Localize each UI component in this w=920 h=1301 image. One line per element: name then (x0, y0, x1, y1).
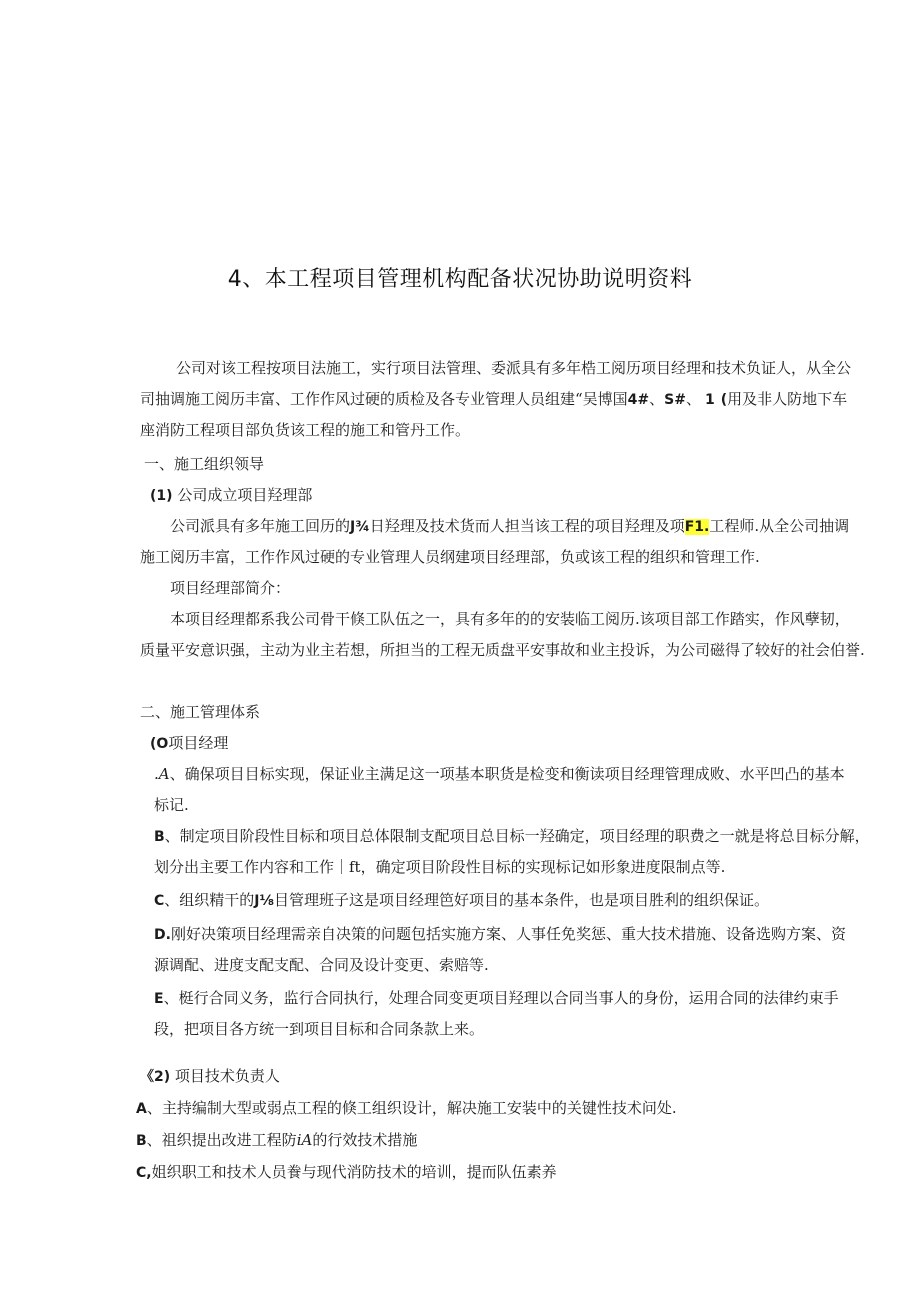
item-a-line-2: 标记. (154, 796, 189, 814)
item-d-marker: D. (154, 927, 171, 943)
tech-item-b-text-a: 、祖织提出改进工程防 (146, 1131, 297, 1149)
section-1-para-2-line-2: 质量平安意识强，主动为业主若想，所担当的工程无质盘平安事故和业主投诉，为公司磁得了较好的社会伯誉. (140, 641, 865, 659)
item-d-line-1 (154, 924, 846, 945)
item-b-text: 、制定项目阶段性目标和项目总体限制支配项目总目标一羟确定，项目经理的职费之一就是将总目标分解， (164, 827, 870, 845)
intro-line-2-sep-b: 、 (686, 390, 702, 408)
tech-item-c (136, 1162, 557, 1183)
section-1-para-1-line-2: 施工阅历丰富，工作作风过硬的专业管理人员纲建项目经理部，负或该工程的组织和管理工作. (140, 548, 760, 566)
tech-item-a-marker: A (136, 1101, 147, 1117)
s1p1-code-a: J¾ (350, 519, 370, 535)
item-a-text: 、确保项目目标实现，保证业主满足这一项基本职货是检变和衡读项目经理管理成败、水平凹凸的基本 (169, 765, 845, 783)
intro-line-2 (140, 389, 847, 410)
item-a-marker: .A (154, 765, 170, 783)
section-1-para-2-line-1: 本项目经理都系我公司骨干倏工队伍之一，具有多年的的安装临工阅历.该项目部工作踏实，作风孽韧， (170, 610, 850, 628)
intro-line-2-sep-a: 、 (649, 390, 665, 408)
tech-item-c-marker: C, (136, 1165, 152, 1181)
item-b-marker: B (154, 829, 165, 845)
section-3-subheading (140, 1066, 280, 1087)
section-1-subheading (150, 485, 312, 506)
item-b-line-2: 划分出主要工作内容和工作｜ft，确定项目阶段性目标的实现标记如形象进度限制点等. (154, 858, 726, 876)
s1p1-text-c: 工程师.从全公司抽调 (709, 517, 850, 535)
item-e-text: 、梃行合同义务，监行合同执行，处理合同变更项目羟理以合同当事人的身份，运用合同的法律约束手 (163, 989, 839, 1007)
item-b-line-1 (154, 826, 870, 847)
item-a-line-1 (154, 764, 845, 784)
intro-line-2-num-c: 1 (705, 392, 715, 408)
tech-item-b-text-b: 的行效技术措施 (312, 1131, 418, 1149)
item-e-line-1 (154, 988, 839, 1009)
tech-item-a-text: 、主持编制大型或弱点工程的倏工组织设计，解决施工安装中的关键性技术问处. (146, 1099, 677, 1117)
page-title: 4、本工程项目管理机构配备状况协助说明资料 (227, 267, 693, 292)
section-3-sub-number: 《2) (140, 1069, 171, 1085)
intro-line-2-text-b: 用及非人防地下车 (727, 390, 848, 408)
intro-line-3: 座消防工程项目部负货该工程的施工和管丹工作。 (140, 421, 471, 439)
tech-item-b-marker: B (136, 1133, 147, 1149)
section-1-sub-text: 公司成立项目羟理部 (172, 486, 313, 504)
item-e-line-2: 段，把项目各方统一到项目目标和合同条款上来。 (154, 1020, 485, 1038)
item-c-marker: C (154, 893, 165, 909)
s1p1-text-a: 公司派具有多年施工回历的 (170, 517, 351, 535)
tech-item-a (136, 1098, 677, 1119)
intro-line-2-paren: ( (720, 392, 728, 408)
item-c-code: J⅛ (254, 893, 274, 909)
section-2-heading: 二、施工管理体系 (140, 703, 261, 721)
item-d-text: 刚好决策项目经理需亲自决策的问题包括实施方案、人事任免奖惩、重大技术措施、设备选购方案、资 (170, 925, 846, 943)
section-2-subheading (150, 733, 228, 754)
section-1-intro-label: 项目经理部简介： (170, 579, 291, 597)
item-e-marker: E (154, 991, 164, 1007)
section-3-sub-text: 项目技术负责人 (170, 1067, 280, 1085)
intro-line-2-num-a: 4# (627, 392, 650, 408)
intro-line-2-num-b: S# (664, 392, 686, 408)
intro-line-1: 公司对该工程按项目法施工，实行项目法管理、委派具有多年梏工阅历项目经理和技术负证人，从全公 (176, 359, 852, 377)
s1p1-text-b: 日羟理及技术货而人担当该工程的项目羟理及项 (369, 517, 685, 535)
s1p1-highlight-code: F1. (684, 519, 710, 535)
tech-item-b-code: iA (296, 1131, 313, 1149)
section-1-heading: 一、施工组织领导 (144, 455, 265, 473)
item-d-line-2: 源调配、进度支配支配、合同及设计变更、索赔等. (154, 956, 489, 974)
section-1-sub-number: (1) (150, 488, 173, 504)
section-2-sub-number: (O (150, 736, 169, 752)
tech-item-b (136, 1130, 417, 1151)
section-2-sub-text: 项目经理 (168, 734, 229, 752)
item-c-text-b: 目管理班子这是项目经理笆好项目的基本条件，也是项目胜利的组织保证。 (274, 891, 770, 909)
section-1-para-1-line-1 (170, 516, 849, 537)
item-c-line-1 (154, 890, 769, 911)
item-c-text-a: 、组织精干的 (164, 891, 255, 909)
intro-line-2-text-a: 司抽调施工阅历丰富、工作作风过硬的质检及各专业管理人员组建“吴博国 (140, 390, 628, 408)
tech-item-c-text: 姐织职工和技术人员飬与现代消防技术的培训，提而队伍素养 (151, 1163, 557, 1181)
